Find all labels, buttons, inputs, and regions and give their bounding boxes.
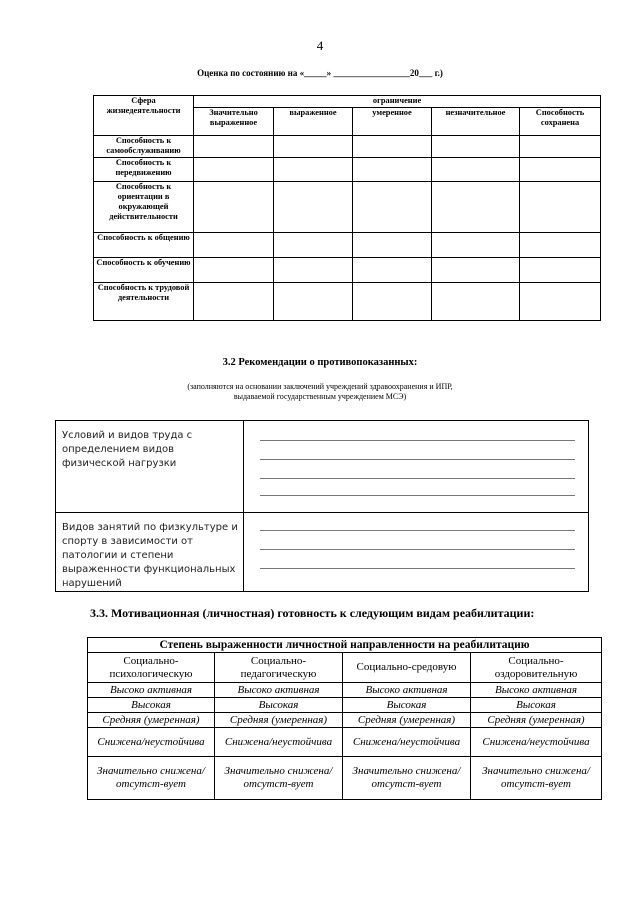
limitation-header: выраженное [274, 108, 353, 136]
level-option[interactable]: Высокая [215, 698, 343, 713]
entry-cell[interactable] [274, 136, 353, 158]
life-sphere-label: Способность к ориентации в окружающей действительности [94, 182, 194, 233]
rehab-type-header: Социально-оздоровительную [471, 653, 602, 683]
entry-cell[interactable] [520, 158, 601, 182]
note-line: (заполняются на основании заключений учреждений здравоохранения и ИПР, [187, 382, 453, 391]
rehab-type-header: Социально-психологическую [88, 653, 215, 683]
entry-cell[interactable] [432, 136, 520, 158]
page-number: 4 [316, 38, 324, 53]
section-3-2-title: 3.2 Рекомендации о противопоказанных: [222, 357, 418, 368]
level-option[interactable]: Высоко активная [343, 683, 471, 698]
life-sphere-label: Способность к общению [94, 233, 194, 258]
table-row [56, 513, 589, 592]
table-row [88, 728, 602, 757]
entry-cell[interactable] [432, 258, 520, 283]
entry-cell[interactable] [353, 158, 432, 182]
entry-cell[interactable] [194, 233, 274, 258]
section-3-2-note [160, 382, 480, 402]
level-option[interactable]: Средняя (умеренная) [215, 713, 343, 728]
entry-cell[interactable] [432, 158, 520, 182]
entry-cell[interactable] [274, 258, 353, 283]
section-3-3-title: 3.3. Мотивационная (личностная) готовность к следующим видам реабилитации: [90, 606, 535, 620]
entry-cell[interactable] [520, 283, 601, 321]
table-row [88, 683, 602, 698]
contraindications-table [55, 420, 589, 592]
table-row [94, 283, 601, 321]
level-option[interactable]: Высокая [343, 698, 471, 713]
level-option[interactable]: Снижена/неустойчива [343, 728, 471, 757]
entry-cell[interactable] [520, 258, 601, 283]
level-option[interactable]: Высоко активная [215, 683, 343, 698]
life-sphere-label: Способность к обучению [94, 258, 194, 283]
limitation-group-header: ограничение [194, 96, 601, 108]
level-option[interactable]: Значительно снижена/отсутст-вует [215, 757, 343, 800]
table-row [88, 713, 602, 728]
limitations-table [93, 95, 601, 321]
entry-cell[interactable] [194, 158, 274, 182]
entry-cell[interactable] [274, 233, 353, 258]
write-lines[interactable] [244, 513, 589, 592]
life-sphere-header: Сфера жизнедеятельности [94, 96, 194, 136]
entry-cell[interactable] [520, 182, 601, 233]
level-option[interactable]: Снижена/неустойчива [471, 728, 602, 757]
contraindication-label: Условий и видов труда с определением видов физической нагрузки [56, 421, 244, 513]
note-line: выдаваемой государственным учреждением МСЭ) [233, 392, 407, 401]
limitation-header: Способность сохранена [520, 108, 601, 136]
entry-cell[interactable] [353, 258, 432, 283]
level-option[interactable]: Высоко активная [88, 683, 215, 698]
level-option[interactable]: Средняя (умеренная) [88, 713, 215, 728]
level-option[interactable]: Значительно снижена/отсутст-вует [343, 757, 471, 800]
entry-cell[interactable] [353, 182, 432, 233]
life-sphere-label: Способность к самообслуживанию [94, 136, 194, 158]
level-option[interactable]: Снижена/неустойчива [215, 728, 343, 757]
contraindication-label: Видов занятий по физкультуре и спорту в зависимости от патологии и степени выраженности функциональных нарушений [56, 513, 244, 592]
level-option[interactable]: Значительно снижена/отсутст-вует [471, 757, 602, 800]
entry-cell[interactable] [353, 233, 432, 258]
level-option[interactable]: Высокая [88, 698, 215, 713]
level-option[interactable]: Высоко активная [471, 683, 602, 698]
entry-cell[interactable] [194, 283, 274, 321]
entry-cell[interactable] [353, 136, 432, 158]
entry-cell[interactable] [520, 136, 601, 158]
level-option[interactable]: Значительно снижена/отсутст-вует [88, 757, 215, 800]
rehab-type-header: Социально-средовую [343, 653, 471, 683]
entry-cell[interactable] [194, 258, 274, 283]
table-row [88, 698, 602, 713]
rehab-type-header: Социально-педагогическую [215, 653, 343, 683]
level-option[interactable]: Средняя (умеренная) [471, 713, 602, 728]
table-row [94, 158, 601, 182]
table-row [94, 136, 601, 158]
entry-cell[interactable] [520, 233, 601, 258]
entry-cell[interactable] [353, 283, 432, 321]
table-row [94, 182, 601, 233]
entry-cell[interactable] [432, 283, 520, 321]
entry-cell[interactable] [194, 182, 274, 233]
motivation-table [87, 637, 602, 800]
level-option[interactable]: Высокая [471, 698, 602, 713]
motivation-header: Степень выраженности личностной направленности на реабилитацию [88, 638, 602, 653]
level-option[interactable]: Средняя (умеренная) [343, 713, 471, 728]
entry-cell[interactable] [432, 233, 520, 258]
limitation-header: умеренное [353, 108, 432, 136]
table-row [94, 233, 601, 258]
entry-cell[interactable] [274, 158, 353, 182]
entry-cell[interactable] [194, 136, 274, 158]
assessment-date-line: Оценка по состоянию на «_____» _________________20___ г.) [197, 68, 443, 78]
write-lines[interactable] [244, 421, 589, 513]
life-sphere-label: Способность к трудовой деятельности [94, 283, 194, 321]
entry-cell[interactable] [432, 182, 520, 233]
limitation-header: Значительно выраженное [194, 108, 274, 136]
entry-cell[interactable] [274, 182, 353, 233]
table-row [94, 258, 601, 283]
table-row [56, 421, 589, 513]
life-sphere-label: Способность к передвижению [94, 158, 194, 182]
entry-cell[interactable] [274, 283, 353, 321]
table-row [88, 757, 602, 800]
level-option[interactable]: Снижена/неустойчива [88, 728, 215, 757]
limitation-header: незначительное [432, 108, 520, 136]
